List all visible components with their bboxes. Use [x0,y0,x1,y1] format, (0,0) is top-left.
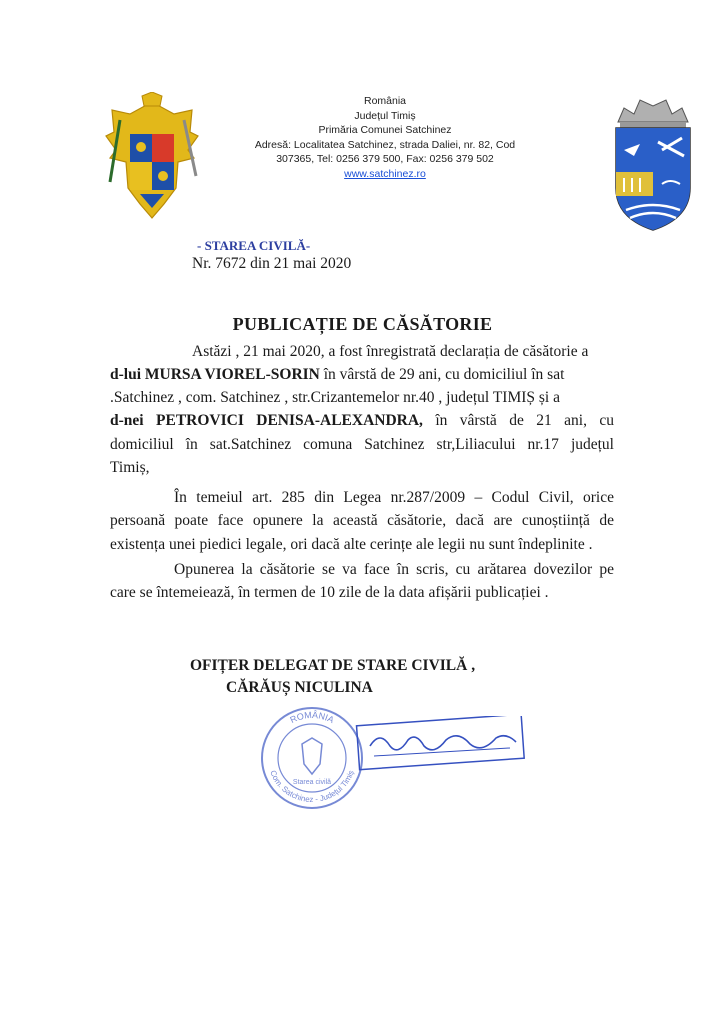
body-line: domiciliul în sat.Satchinez comuna Satchinez str,Liliacului nr.17 județul [110,436,614,453]
bride-name: PETROVICI DENISA-ALEXANDRA, [156,412,423,429]
body-line: care se întemeiează, în termen de 10 zile de la data afișării publicației . [110,584,549,601]
body-line: persoană poate face opunere la această căsătorie, dacă are cunoștiință de [110,512,614,529]
handwritten-signature [350,716,530,772]
officer-role: OFIȚER DELEGAT DE STARE CIVILĂ , [190,657,476,674]
body-line: În temeiul art. 285 din Legea nr.287/2009 – Codul Civil, orice [174,489,614,506]
body-line: .Satchinez , com. Satchinez , str.Crizantemelor nr.40 , județul TIMIȘ și a [110,389,560,406]
header-country: România [363,95,407,107]
groom-prefix: d-lui [110,366,142,383]
website-link[interactable]: www.satchinez.ro [344,167,426,180]
body-line [110,412,614,430]
body-line [110,366,564,384]
department-label: - STAREA CIVILĂ- [197,238,311,253]
romania-coat-of-arms-logo [100,92,204,222]
header-county: Județul Timiș [354,109,416,122]
groom-name: MURSA VIOREL-SORIN [144,366,320,383]
handwritten-signature-text [0,0,1,1]
letterhead [240,94,530,181]
satchinez-coat-of-arms-logo [610,92,696,232]
stamp-bottom-text: Com. Satchinez - Județul Timiș [268,769,356,805]
body-line: Astăzi , 21 mai 2020, a fost înregistrată declarația de căsătorie a [192,343,589,360]
body-line: Opunerea la căsătorie se va face în scris, cu arătarea dovezilor pe [174,561,614,578]
body-line: existența unei piedici legale, ori dacă alte cerințe ale legii nu sunt îndeplinite . [110,536,593,553]
header-address-line2: 307365, Tel: 0256 379 500, Fax: 0256 379 502 [276,153,494,165]
header-address-line1: Adresă: Localitatea Satchinez, strada Daliei, nr. 82, Cod [254,138,516,151]
registration-number: Nr. 7672 din 21 mai 2020 [192,255,352,272]
document-title: PUBLICAȚIE DE CĂSĂTORIE [232,314,493,334]
bride-details: în vârstă de 21 ani, cu [422,412,615,429]
svg-text:ROMÂNIA [288,710,335,725]
officer-name: CĂRĂUȘ NICULINA [226,679,373,696]
groom-details: în vârstă de 29 ani, cu domiciliul în sat [319,366,565,383]
bride-prefix: d-nei [110,412,144,429]
stamp-center-text: Starea civilă [292,779,332,786]
body-line: Timiș, [110,459,150,476]
header-institution: Primăria Comunei Satchinez [318,124,452,136]
stamp-top-text: ROMÂNIA [288,709,336,726]
